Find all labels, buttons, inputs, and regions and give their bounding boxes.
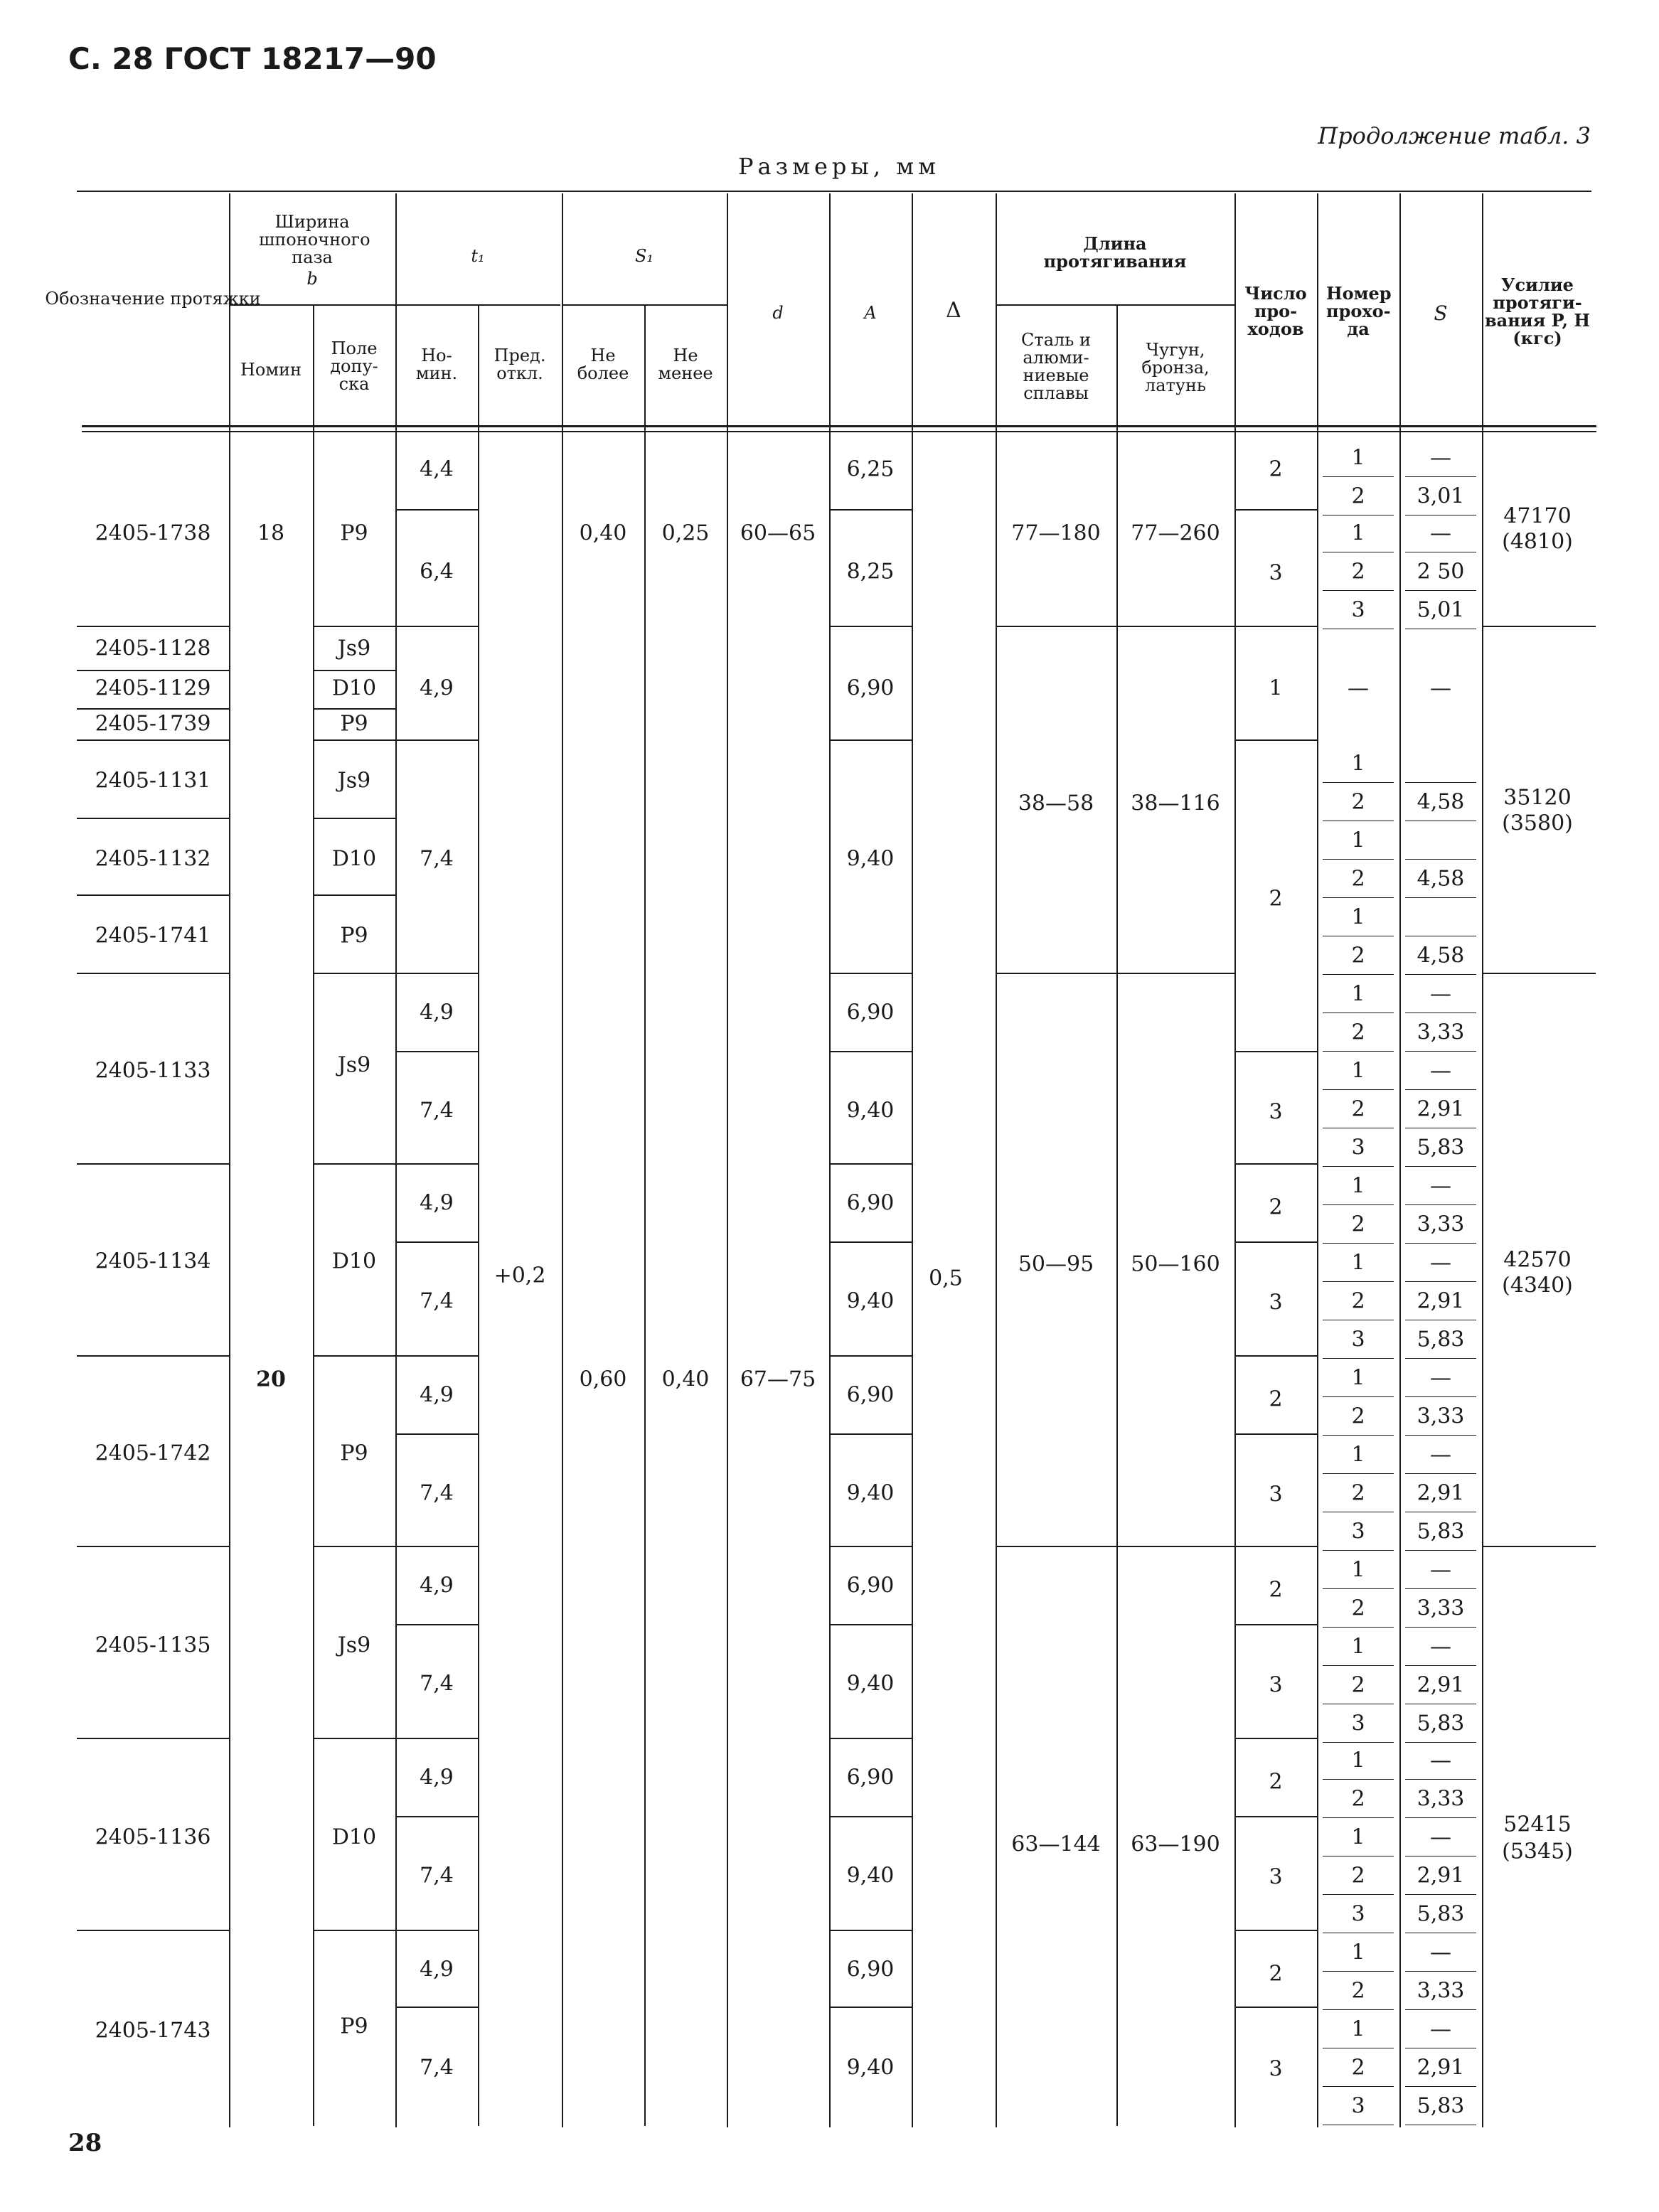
- hdr-delta: Δ: [946, 298, 961, 323]
- hdr-s1: S₁: [634, 246, 654, 266]
- designation-cell: 2405-1742: [95, 1441, 211, 1466]
- hdr-d: d: [772, 303, 784, 323]
- pass-no-cell: 2: [1351, 866, 1365, 892]
- pass-no-cell: —: [1348, 675, 1369, 701]
- steel-length-cell: 50—95: [1018, 1251, 1094, 1277]
- pass-no-cell: 2: [1351, 2055, 1365, 2080]
- designation-cell: 2405-1134: [95, 1249, 211, 1274]
- castiron-length-cell: 77—260: [1131, 520, 1220, 546]
- S-cell: —: [1430, 1940, 1451, 1965]
- tol-field-cell: P9: [340, 923, 368, 949]
- A-cell: 6,90: [846, 1765, 895, 1790]
- t1-cell: 4,9: [420, 675, 454, 701]
- castiron-length-cell: 50—160: [1131, 1251, 1220, 1277]
- tol-field-cell: D10: [331, 1824, 377, 1850]
- hdr-t1-dev: Пред. откл.: [494, 346, 546, 383]
- A-cell: 6,90: [846, 1000, 895, 1025]
- designation-cell: 2405-1136: [95, 1824, 211, 1850]
- A-cell: 6,90: [846, 1190, 895, 1216]
- S-cell: 3,33: [1417, 1212, 1465, 1237]
- S-cell: —: [1430, 1557, 1451, 1583]
- hdr-t1-nom: Но-мин.: [415, 346, 458, 383]
- tol-field-cell: D10: [331, 675, 377, 701]
- hdr-A: A: [864, 303, 877, 323]
- pass-no-cell: 1: [1351, 520, 1365, 546]
- pass-no-cell: 1: [1351, 1824, 1365, 1850]
- A-cell: 9,40: [846, 1288, 895, 1314]
- A-cell: 9,40: [846, 2055, 895, 2080]
- pass-no-cell: 2: [1351, 1863, 1365, 1888]
- hdr-s1-min: Не менее: [658, 346, 713, 383]
- s1-min-cell: 0,40: [661, 1367, 710, 1392]
- pass-no-cell: 2: [1351, 1596, 1365, 1621]
- pass-no-cell: 2: [1351, 1096, 1365, 1122]
- S-cell: 3,33: [1417, 1596, 1465, 1621]
- pass-no-cell: 1: [1351, 1940, 1365, 1965]
- t1-cell: 7,4: [420, 1480, 454, 1506]
- designation-cell: 2405-1129: [95, 675, 211, 701]
- force-kgs-cell: (5345): [1502, 1839, 1573, 1864]
- S-cell: 5,83: [1417, 1327, 1465, 1352]
- hdr-steel: Сталь и алюми-ниевые сплавы: [1021, 330, 1091, 403]
- s1-max-cell: 0,60: [579, 1367, 627, 1392]
- S-cell: 2,91: [1417, 1863, 1465, 1888]
- pass-no-cell: 1: [1351, 1173, 1365, 1199]
- t1-cell: 4,9: [420, 1382, 454, 1408]
- d-cell: 60—65: [740, 520, 816, 546]
- S-cell: 5,83: [1417, 1135, 1465, 1160]
- pass-no-cell: 1: [1351, 1365, 1365, 1391]
- S-cell: —: [1430, 981, 1451, 1007]
- pass-no-cell: 3: [1351, 1901, 1365, 1927]
- designation-cell: 2405-1133: [95, 1058, 211, 1084]
- tol-field-cell: Js9: [337, 636, 371, 661]
- designation-cell: 2405-1739: [95, 711, 211, 737]
- pass-no-cell: 1: [1351, 904, 1365, 930]
- castiron-length-cell: 38—116: [1131, 791, 1220, 816]
- passes-cell: 3: [1269, 1482, 1283, 1507]
- S-cell: —: [1430, 1365, 1451, 1391]
- tol-field-cell: P9: [340, 520, 368, 546]
- steel-length-cell: 38—58: [1018, 791, 1094, 816]
- passes-cell: 2: [1269, 886, 1283, 912]
- t1-cell: 7,4: [420, 2055, 454, 2080]
- nominal-cell: 18: [257, 520, 285, 546]
- pass-no-cell: 3: [1351, 1135, 1365, 1160]
- hdr-length: Длина протягивания: [1043, 233, 1187, 272]
- force-kgs-cell: (3580): [1502, 811, 1573, 836]
- hdr-S: S: [1434, 301, 1448, 325]
- pass-no-cell: 2: [1351, 1672, 1365, 1698]
- units-caption: Размеры, мм: [738, 153, 940, 180]
- pass-no-cell: 1: [1351, 1748, 1365, 1773]
- steel-length-cell: 77—180: [1011, 520, 1101, 546]
- continuation-note: Продолжение табл. 3: [1318, 122, 1591, 149]
- passes-cell: 2: [1269, 1961, 1283, 1987]
- t1-cell: 4,9: [420, 1573, 454, 1598]
- t1-cell: 4,4: [420, 456, 454, 482]
- pass-no-cell: 2: [1351, 1212, 1365, 1237]
- castiron-length-cell: 63—190: [1131, 1832, 1220, 1857]
- t1-deviation-cell: +0,2: [494, 1263, 546, 1288]
- pass-no-cell: 3: [1351, 1519, 1365, 1544]
- t1-cell: 4,9: [420, 1957, 454, 1982]
- S-cell: 3,33: [1417, 1978, 1465, 2004]
- S-cell: 5,01: [1417, 597, 1465, 623]
- hdr-pass-no: Номер прохо-да: [1326, 283, 1392, 339]
- pass-no-cell: 2: [1351, 1786, 1365, 1812]
- S-cell: —: [1430, 1058, 1451, 1084]
- pass-no-cell: 2: [1351, 483, 1365, 509]
- S-cell: 4,58: [1417, 943, 1465, 968]
- S-cell: —: [1430, 675, 1451, 701]
- pass-no-cell: 2: [1351, 943, 1365, 968]
- S-cell: 2,91: [1417, 1480, 1465, 1506]
- pass-no-cell: 3: [1351, 597, 1365, 623]
- pass-no-cell: 1: [1351, 981, 1365, 1007]
- pass-no-cell: 1: [1351, 1250, 1365, 1276]
- passes-cell: 2: [1269, 456, 1283, 482]
- S-cell: —: [1430, 520, 1451, 546]
- hdr-designation: Обозначение протяжки: [45, 289, 261, 309]
- t1-cell: 4,9: [420, 1190, 454, 1216]
- s1-min-cell: 0,25: [661, 520, 710, 546]
- S-cell: 2,91: [1417, 1096, 1465, 1122]
- S-cell: 5,83: [1417, 2093, 1465, 2119]
- S-cell: 4,58: [1417, 866, 1465, 892]
- force-kgs-cell: (4810): [1502, 529, 1573, 555]
- passes-cell: 2: [1269, 1386, 1283, 1412]
- hdr-key-width: Ширина шпоночного паза: [259, 212, 370, 267]
- S-cell: —: [1430, 445, 1451, 471]
- tol-field-cell: Js9: [337, 768, 371, 794]
- delta-cell: 0,5: [929, 1266, 963, 1291]
- passes-cell: 2: [1269, 1195, 1283, 1220]
- pass-no-cell: 2: [1351, 1020, 1365, 1045]
- tol-field-cell: D10: [331, 846, 377, 872]
- A-cell: 6,90: [846, 1573, 895, 1598]
- tol-field-cell: Js9: [337, 1052, 371, 1078]
- pass-no-cell: 1: [1351, 1442, 1365, 1468]
- A-cell: 9,40: [846, 1480, 895, 1506]
- passes-cell: 2: [1269, 1769, 1283, 1795]
- designation-cell: 2405-1738: [95, 520, 211, 546]
- pass-no-cell: 1: [1351, 2016, 1365, 2042]
- t1-cell: 7,4: [420, 846, 454, 872]
- s1-max-cell: 0,40: [579, 520, 627, 546]
- designation-cell: 2405-1128: [95, 636, 211, 661]
- passes-cell: 2: [1269, 1577, 1283, 1603]
- t1-cell: 4,9: [420, 1000, 454, 1025]
- passes-cell: 1: [1269, 675, 1283, 701]
- S-cell: —: [1430, 1442, 1451, 1468]
- S-cell: 3,33: [1417, 1786, 1465, 1812]
- S-cell: —: [1430, 1824, 1451, 1850]
- hdr-t1: t₁: [471, 246, 485, 266]
- t1-cell: 7,4: [420, 1288, 454, 1314]
- S-cell: 3,33: [1417, 1020, 1465, 1045]
- designation-cell: 2405-1743: [95, 2018, 211, 2043]
- pass-no-cell: 2: [1351, 1480, 1365, 1506]
- pass-no-cell: 1: [1351, 751, 1365, 776]
- pass-no-cell: 3: [1351, 1327, 1365, 1352]
- t1-cell: 6,4: [420, 559, 454, 584]
- hdr-s1-max: Не более: [577, 346, 629, 383]
- hdr-force: Усилие протяги-вания P, Н (кгс): [1484, 274, 1591, 348]
- hdr-passes: Число про-ходов: [1244, 283, 1307, 339]
- A-cell: 6,90: [846, 1382, 895, 1408]
- hdr-key-width-sym: b: [306, 269, 318, 289]
- designation-cell: 2405-1135: [95, 1633, 211, 1658]
- steel-length-cell: 63—144: [1011, 1832, 1101, 1857]
- A-cell: 6,25: [846, 456, 895, 482]
- designation-cell: 2405-1132: [95, 846, 211, 872]
- S-cell: 3,01: [1417, 483, 1465, 509]
- page-header: С. 28 ГОСТ 18217—90: [68, 41, 437, 76]
- passes-cell: 3: [1269, 1672, 1283, 1698]
- t1-cell: 7,4: [420, 1098, 454, 1123]
- S-cell: —: [1430, 1748, 1451, 1773]
- passes-cell: 3: [1269, 560, 1283, 586]
- d-cell: 67—75: [740, 1367, 816, 1392]
- passes-cell: 3: [1269, 1099, 1283, 1125]
- pass-no-cell: 2: [1351, 789, 1365, 815]
- page-number: 28: [68, 2129, 102, 2157]
- pass-no-cell: 1: [1351, 445, 1365, 471]
- force-kgs-cell: (4340): [1502, 1273, 1573, 1298]
- force-cell: 42570: [1503, 1247, 1572, 1273]
- pass-no-cell: 2: [1351, 559, 1365, 584]
- S-cell: 2 50: [1417, 559, 1465, 584]
- hdr-nominal: Номин: [240, 360, 302, 380]
- t1-cell: 7,4: [420, 1671, 454, 1697]
- tol-field-cell: P9: [340, 711, 368, 737]
- force-cell: 52415: [1503, 1812, 1572, 1837]
- S-cell: 5,83: [1417, 1711, 1465, 1736]
- pass-no-cell: 1: [1351, 1557, 1365, 1583]
- pass-no-cell: 3: [1351, 2093, 1365, 2119]
- S-cell: 5,83: [1417, 1901, 1465, 1927]
- force-cell: 35120: [1503, 785, 1572, 811]
- pass-no-cell: 2: [1351, 1404, 1365, 1429]
- passes-cell: 3: [1269, 2056, 1283, 2082]
- nominal-cell: 20: [256, 1367, 286, 1392]
- force-cell: 47170: [1503, 503, 1572, 529]
- A-cell: 9,40: [846, 1098, 895, 1123]
- tol-field-cell: D10: [331, 1249, 377, 1274]
- hdr-tol-field: Поле допу-ска: [330, 338, 378, 394]
- S-cell: —: [1430, 1173, 1451, 1199]
- pass-no-cell: 3: [1351, 1711, 1365, 1736]
- passes-cell: 3: [1269, 1290, 1283, 1315]
- designation-cell: 2405-1741: [95, 923, 211, 949]
- S-cell: 2,91: [1417, 2055, 1465, 2080]
- pass-no-cell: 2: [1351, 1288, 1365, 1314]
- pass-no-cell: 1: [1351, 1058, 1365, 1084]
- A-cell: 8,25: [846, 559, 895, 584]
- t1-cell: 7,4: [420, 1863, 454, 1888]
- S-cell: —: [1430, 1250, 1451, 1276]
- A-cell: 6,90: [846, 675, 895, 701]
- S-cell: —: [1430, 1634, 1451, 1660]
- pass-no-cell: 1: [1351, 828, 1365, 853]
- tol-field-cell: Js9: [337, 1633, 371, 1658]
- tol-field-cell: P9: [340, 2014, 368, 2039]
- A-cell: 9,40: [846, 1671, 895, 1697]
- A-cell: 9,40: [846, 846, 895, 872]
- S-cell: —: [1430, 2016, 1451, 2042]
- A-cell: 6,90: [846, 1957, 895, 1982]
- pass-no-cell: 1: [1351, 1634, 1365, 1660]
- pass-no-cell: 2: [1351, 1978, 1365, 2004]
- S-cell: 2,91: [1417, 1672, 1465, 1698]
- S-cell: 2,91: [1417, 1288, 1465, 1314]
- A-cell: 9,40: [846, 1863, 895, 1888]
- tol-field-cell: P9: [340, 1441, 368, 1466]
- S-cell: 4,58: [1417, 789, 1465, 815]
- passes-cell: 3: [1269, 1864, 1283, 1890]
- t1-cell: 4,9: [420, 1765, 454, 1790]
- designation-cell: 2405-1131: [95, 768, 211, 794]
- hdr-castiron: Чугун, бронза, латунь: [1141, 340, 1210, 395]
- S-cell: 3,33: [1417, 1404, 1465, 1429]
- S-cell: 5,83: [1417, 1519, 1465, 1544]
